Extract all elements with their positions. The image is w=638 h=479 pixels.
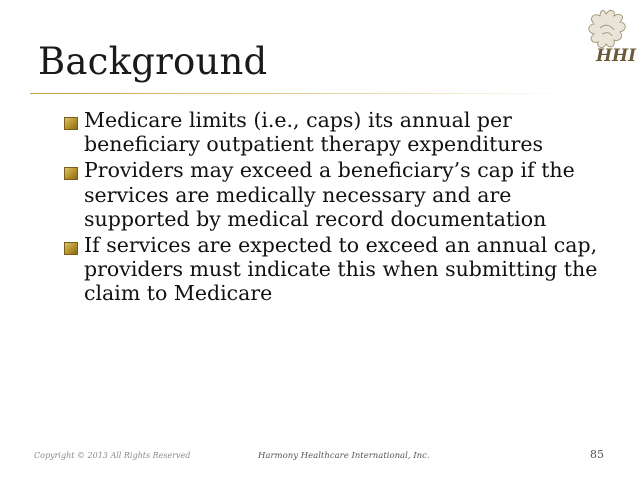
bullet-list: [64, 108, 604, 308]
slide-title: Background: [38, 40, 268, 83]
page-number: 85: [590, 448, 604, 461]
bullet-item: [64, 233, 604, 306]
logo-text: HHI: [596, 46, 637, 66]
title-underline: [30, 93, 570, 94]
bullet-item: [64, 158, 604, 231]
bullet-square-icon: [64, 117, 78, 130]
bullet-square-icon: [64, 242, 78, 255]
bullet-square-icon: [64, 167, 78, 180]
bullet-text: Medicare limits (i.e., caps) its annual per beneficiary outpatient therapy expenditures: [84, 108, 543, 157]
bullet-item: [64, 108, 604, 156]
footer-company: Harmony Healthcare International, Inc.: [258, 451, 430, 461]
bullet-text: Providers may exceed a beneficiary’s cap if the services are medically necessary and are supported by medical record documentation: [84, 158, 575, 231]
footer-copyright: Copyright © 2013 All Rights Reserved: [34, 451, 191, 460]
bullet-text: If services are expected to exceed an annual cap, providers must indicate this when submitting the claim to Medicare: [84, 233, 598, 306]
